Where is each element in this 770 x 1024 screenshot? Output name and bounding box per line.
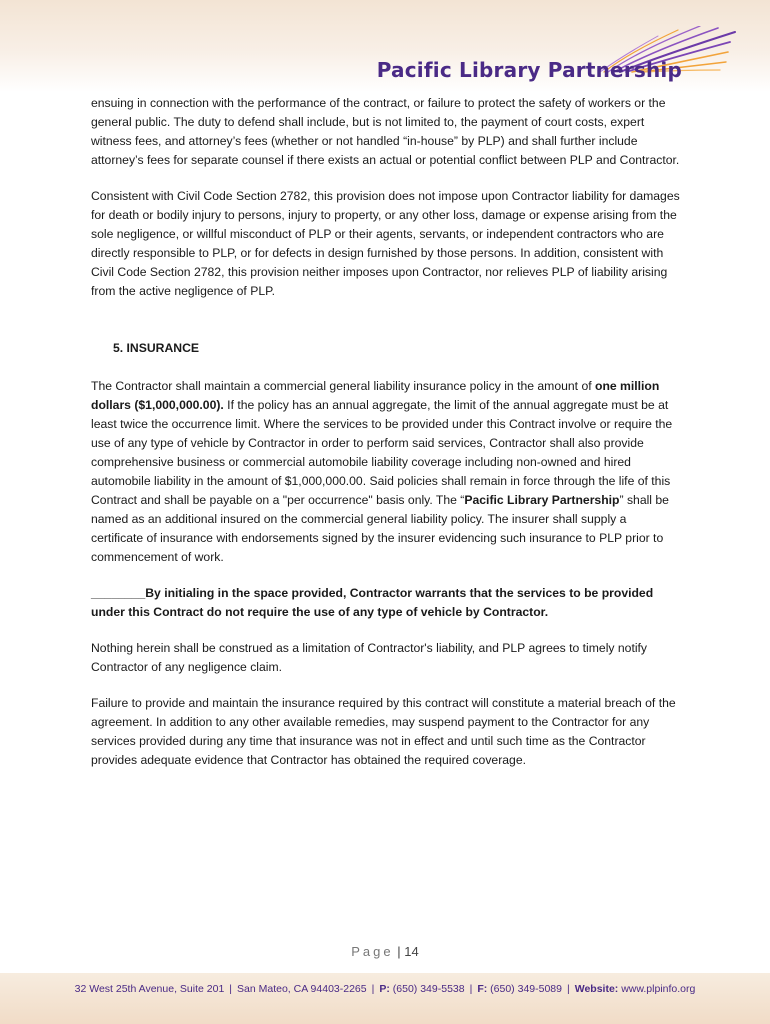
organization-logo-text: Pacific Library Partnership	[376, 58, 682, 82]
paragraph-duty-to-defend: ensuing in connection with the performance of the contract, or failure to protect the safety of workers or the general public. The duty to defend shall include, but is not limited to, the payment of court costs, expert witness fees, and attorney’s fees (whether or not handled “in-house” by PLP) and shall further include attorney’s fees for separate counsel if there exists an actual or potential conflict between PLP and Contractor.	[91, 96, 680, 167]
footer-fax: (650) 349-5089	[490, 983, 562, 995]
page-number-value: 14	[404, 944, 419, 959]
document-body	[91, 94, 681, 787]
paragraph-failure-to-maintain: Failure to provide and maintain the insurance required by this contract will constitute a material breach of the agreement. In addition to any other available remedies, may suspend payment to the Contractor for any services provided during any time that insurance was not in effect and until such time as the Contractor provides adequate evidence that Contractor has obtained the required coverage.	[91, 696, 676, 767]
initial-clause-text: By initialing in the space provided, Contractor warrants that the services to be provided under this Contract do not require the use of any type of vehicle by Contractor.	[91, 586, 654, 619]
page-separator: |	[397, 944, 401, 959]
insured-party-name: Pacific Library Partnership	[464, 493, 620, 507]
footer-separator: |	[566, 983, 570, 995]
footer-website-label: Website:	[574, 983, 619, 995]
paragraph-liability-limitation: Nothing herein shall be construed as a limitation of Contractor's liability, and PLP agrees to timely notify Contractor of any negligence claim.	[91, 641, 648, 674]
footer-city: San Mateo, CA 94403-2265	[237, 983, 367, 995]
insurance-text-part-1: The Contractor shall maintain a commercial general liability insurance policy in the amount of	[91, 379, 595, 393]
insurance-text-part-3: ” shall be named as an additional insured on the commercial general liability policy. The insurer shall supply a certificate of insurance with endorsements signed by the insurer evidencing such insurance to PLP prior to commencement of work.	[91, 493, 669, 564]
footer-separator: |	[469, 983, 473, 995]
paragraph-insurance-requirements	[91, 377, 681, 567]
footer-phone-label: P:	[379, 983, 390, 995]
footer-separator: |	[371, 983, 375, 995]
insurance-text-part-2: If the policy has an annual aggregate, the limit of the annual aggregate must be at least twice the occurrence limit. Where the services to be provided under this Contract involve or require the use of any type of vehicle by Contractor in order to perform said services, Contractor shall also provide comprehensive business or commercial automobile liability coverage including non-owned and hired automobile liability in the amount of $1,000,000.00. Said policies shall remain in force through the life of this Contract and shall be payable on a "per occurrence" basis only. The “	[91, 398, 673, 507]
initial-blank-line: ________	[91, 586, 146, 600]
paragraph-civil-code: Consistent with Civil Code Section 2782, this provision does not impose upon Contractor liability for damages for death or bodily injury to persons, injury to property, or any other loss, damage or expense arising from the sole negligence, or willful misconduct of PLP or their agents, servants, or independent contractors who are directly responsible to PLP, or for defects in design furnished by those persons. In addition, consistent with Civil Code Section 2782, this provision neither imposes upon Contractor, nor relieves PLP of liability arising from the active negligence of PLP.	[91, 189, 680, 298]
footer-band	[0, 973, 770, 1024]
section-heading-insurance: 5. INSURANCE	[113, 341, 200, 355]
footer-separator: |	[229, 983, 233, 995]
page-label: Page	[351, 944, 394, 959]
footer-phone: (650) 349-5538	[392, 983, 465, 995]
footer-website-link[interactable]: www.plpinfo.org	[621, 983, 696, 995]
footer-contact	[0, 983, 770, 995]
footer-address: 32 West 25th Avenue, Suite 201	[74, 983, 225, 995]
footer-fax-label: F:	[477, 983, 488, 995]
insurance-amount: one million dollars ($1,000,000.00).	[91, 379, 660, 412]
vehicle-initial-clause	[91, 584, 681, 622]
page-number	[0, 944, 770, 959]
